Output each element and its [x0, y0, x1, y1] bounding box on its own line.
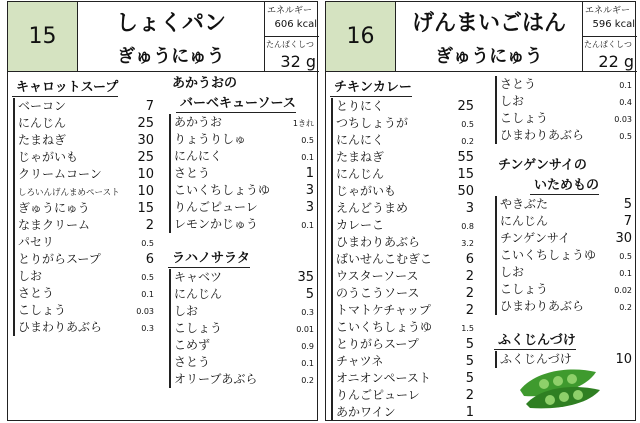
ingredient-qty: 0.8	[461, 222, 474, 231]
ingredient-list	[13, 98, 154, 336]
recipe-section	[494, 158, 632, 315]
ingredient-name: ひまわりあぶら	[18, 320, 103, 334]
ingredient-qty: 0.5	[141, 239, 154, 248]
ingredient-qty: 55	[457, 150, 474, 165]
ingredient-name: あかワイン	[336, 405, 396, 419]
ingredient-name: さとう	[174, 166, 211, 180]
section-title-line2: バーベキューソース	[176, 96, 296, 113]
ingredient-row	[15, 251, 154, 268]
ingredient-name: にんにく	[174, 149, 223, 163]
ingredient-row	[15, 200, 154, 217]
ingredient-list	[331, 98, 474, 421]
ingredient-name: こしょう	[500, 282, 549, 296]
ingredient-qty: 0.1	[301, 359, 314, 368]
ingredient-row	[497, 281, 632, 298]
nutrition-box	[582, 2, 637, 72]
ingredient-row	[333, 115, 474, 132]
ingredient-qty: 0.01	[296, 325, 314, 334]
ingredient-name: やきぶた	[500, 197, 549, 211]
ingredient-qty: 35	[297, 270, 314, 285]
ingredient-qty: 25	[457, 99, 474, 114]
ingredient-row	[15, 98, 154, 115]
ingredient-name: とりにく	[336, 99, 385, 113]
day-number: 15	[8, 2, 78, 72]
ingredient-qty: 3	[305, 200, 314, 215]
ingredient-qty: 15	[457, 167, 474, 182]
section-title: チンゲンサイの	[498, 158, 587, 173]
ingredient-name: えんどうまめ	[336, 201, 409, 215]
ingredient-row	[15, 115, 154, 132]
ingredient-row	[333, 183, 474, 200]
ingredient-name: キャベツ	[174, 270, 223, 284]
ingredient-row	[497, 298, 632, 315]
ingredient-name: りょうりしゅ	[174, 132, 247, 146]
section-title: あかうおの	[172, 76, 238, 91]
menu-titles	[396, 2, 582, 72]
ingredient-qty: 0.3	[141, 324, 154, 333]
ingredient-name: パセリ	[18, 235, 55, 249]
ingredient-qty: 0.5	[619, 252, 632, 261]
ingredient-qty: 30	[137, 133, 154, 148]
ingredient-name: クリームコーン	[18, 167, 102, 181]
ingredient-qty: 0.03	[614, 115, 632, 124]
ingredient-qty: 0.3	[301, 308, 314, 317]
ingredient-qty: 0.1	[619, 81, 632, 90]
ingredient-qty: 0.5	[141, 273, 154, 282]
ingredient-qty: 2	[145, 218, 154, 233]
energy-label: エネルギー	[585, 6, 631, 16]
ingredient-qty: 6	[465, 252, 474, 267]
ingredient-qty: 0.4	[619, 98, 632, 107]
ingredient-row	[171, 269, 314, 286]
energy-value: 606 kcal	[274, 19, 317, 30]
ingredient-qty: 1	[305, 166, 314, 181]
ingredient-row	[497, 127, 632, 144]
ingredient-name: ベーコン	[18, 99, 67, 113]
ingredient-name: ひまわりあぶら	[500, 299, 585, 313]
ingredient-qty: 0.1	[141, 290, 154, 299]
ingredient-name: たまねぎ	[336, 150, 385, 164]
ingredient-qty: 1きれ	[292, 119, 314, 128]
ingredient-qty: 2	[465, 269, 474, 284]
ingredient-qty: 0.2	[619, 303, 632, 312]
drink-title: ぎゅうにゅう	[435, 46, 543, 67]
protein-value: 32 g	[280, 52, 316, 71]
ingredient-qty: 0.5	[301, 136, 314, 145]
day-number: 16	[326, 2, 396, 72]
ingredient-qty: 5	[465, 337, 474, 352]
ingredient-name: りんごピューレ	[174, 200, 258, 214]
recipe-column	[12, 76, 154, 346]
ingredient-row	[333, 353, 474, 370]
ingredient-name: ばいせんこむぎこ	[336, 252, 433, 266]
ingredient-name: こいくちしょうゆ	[500, 248, 597, 262]
ingredient-row	[15, 149, 154, 166]
ingredient-name: チャツネ	[336, 354, 384, 368]
ingredient-name: ふくじんづけ	[500, 352, 572, 366]
ingredient-qty: 5	[465, 371, 474, 386]
ingredient-qty: 0.5	[619, 132, 632, 141]
ingredient-name: レモンかじゅう	[174, 217, 259, 231]
ingredient-name: こいくちしょうゆ	[336, 320, 433, 334]
ingredient-row	[333, 132, 474, 149]
ingredient-name: さとう	[500, 77, 537, 91]
energy-label: エネルギー	[267, 6, 313, 16]
ingredient-row	[171, 165, 314, 182]
ingredient-name: しろいんげんまめペースト	[18, 188, 120, 198]
ingredient-qty: 0.2	[461, 137, 474, 146]
ingredient-qty: 5	[623, 197, 632, 212]
ingredient-qty: 0.9	[301, 342, 314, 351]
ingredient-name: さとう	[18, 286, 55, 300]
recipe-section	[168, 247, 314, 388]
ingredient-row	[333, 200, 474, 217]
ingredient-row	[497, 247, 632, 264]
energy-value: 596 kcal	[592, 19, 635, 30]
ingredient-row	[333, 251, 474, 268]
ingredient-row	[333, 387, 474, 404]
ingredient-row	[15, 319, 154, 336]
ingredient-row	[171, 371, 314, 388]
protein-label: たんぱくしつ	[266, 40, 314, 49]
ingredient-list	[169, 269, 314, 388]
ingredient-row	[171, 337, 314, 354]
ingredient-name: のうこうソース	[336, 286, 420, 300]
ingredient-name: にんじん	[500, 214, 549, 228]
ingredient-row	[333, 285, 474, 302]
recipe-column	[330, 76, 474, 423]
ingredient-qty: 2	[465, 303, 474, 318]
ingredient-qty: 7	[145, 99, 154, 114]
ingredient-name: チンゲンサイ	[500, 231, 571, 245]
ingredient-qty: 5	[465, 354, 474, 369]
ingredient-row	[171, 303, 314, 320]
protein-label: たんぱくしつ	[584, 40, 632, 49]
ingredient-row	[15, 268, 154, 285]
ingredient-qty: 10	[137, 184, 154, 199]
ingredient-row	[497, 230, 632, 247]
ingredient-name: とりがらスープ	[18, 252, 101, 266]
ingredient-name: あかうお	[174, 115, 223, 129]
ingredient-qty: 25	[137, 150, 154, 165]
section-title: キャロットスープ	[12, 80, 118, 97]
ingredient-name: トマトケチャップ	[336, 303, 431, 317]
ingredient-name: しお	[500, 94, 525, 108]
menu-card-16	[325, 1, 636, 421]
ingredient-row	[171, 320, 314, 337]
ingredient-name: こいくちしょうゆ	[174, 183, 271, 197]
ingredient-qty: 1.5	[461, 324, 474, 333]
ingredient-row	[333, 234, 474, 251]
ingredient-row	[497, 264, 632, 281]
ingredient-qty: 7	[623, 214, 632, 229]
ingredient-row	[333, 98, 474, 115]
ingredient-qty: 1	[465, 405, 474, 420]
protein-value: 22 g	[598, 52, 634, 71]
ingredient-name: にんじん	[18, 116, 67, 130]
ingredient-row	[333, 336, 474, 353]
ingredient-qty: 0.1	[301, 221, 314, 230]
ingredient-qty: 0.1	[619, 269, 632, 278]
ingredient-name: こしょう	[174, 321, 223, 335]
ingredient-name: たまねぎ	[18, 133, 67, 147]
ingredient-row	[497, 76, 632, 93]
ingredient-row	[171, 131, 314, 148]
ingredient-list	[495, 76, 632, 144]
ingredient-name: こめず	[174, 338, 211, 352]
ingredient-name: にんにく	[336, 133, 385, 147]
ingredient-qty: 0.1	[301, 153, 314, 162]
ingredient-row	[497, 213, 632, 230]
ingredient-qty: 10	[615, 352, 632, 367]
ingredient-name: こしょう	[500, 111, 549, 125]
ingredient-name: じゃがいも	[336, 184, 397, 198]
ingredient-row	[497, 196, 632, 213]
ingredient-row	[171, 182, 314, 199]
ingredient-row	[15, 166, 154, 183]
staple-title: しょくパン	[115, 11, 226, 36]
ingredient-name: にんじん	[336, 167, 385, 181]
ingredient-list	[495, 196, 632, 315]
ingredient-row	[15, 285, 154, 302]
ingredient-qty: 25	[137, 116, 154, 131]
ingredient-row	[171, 114, 314, 131]
ingredient-name: ぎゅうにゅう	[18, 201, 90, 215]
recipe-section-continued	[494, 76, 632, 144]
ingredient-row	[171, 216, 314, 233]
ingredient-row	[333, 319, 474, 336]
ingredient-name: なまクリーム	[18, 218, 91, 232]
ingredient-name: とりがらスープ	[336, 337, 419, 351]
green-pea-pod-icon	[516, 360, 604, 412]
ingredient-name: さとう	[174, 355, 211, 369]
ingredient-row	[333, 149, 474, 166]
ingredient-row	[333, 217, 474, 234]
ingredient-name: ひまわりあぶら	[336, 235, 421, 249]
ingredient-row	[15, 132, 154, 149]
ingredient-qty: 3.2	[461, 239, 474, 248]
ingredient-qty: 0.02	[614, 286, 632, 295]
nutrition-box	[264, 2, 319, 72]
ingredient-row	[15, 217, 154, 234]
ingredient-row	[497, 110, 632, 127]
ingredient-qty: 0.03	[136, 307, 154, 316]
ingredient-qty: 0.5	[461, 120, 474, 129]
recipe-section	[12, 76, 154, 336]
ingredient-row	[333, 302, 474, 319]
section-title: ラハノサラタ	[168, 251, 250, 268]
ingredient-name: しお	[500, 265, 525, 279]
ingredient-row	[171, 148, 314, 165]
ingredient-qty: 6	[145, 252, 154, 267]
recipe-section	[330, 76, 474, 421]
divider	[265, 36, 319, 37]
ingredient-row	[15, 234, 154, 251]
ingredient-row	[333, 166, 474, 183]
ingredient-qty: 50	[457, 184, 474, 199]
ingredient-qty: 15	[137, 201, 154, 216]
section-title: チキンカレー	[330, 80, 412, 97]
ingredient-name: ひまわりあぶら	[500, 128, 585, 142]
ingredient-qty: 2	[465, 388, 474, 403]
recipe-column	[168, 76, 314, 398]
ingredient-name: ウスターソース	[336, 269, 419, 283]
staple-title: げんまいごはん	[411, 11, 566, 36]
ingredient-name: じゃがいも	[18, 150, 79, 164]
ingredient-row	[497, 93, 632, 110]
ingredient-name: カレーこ	[336, 218, 385, 232]
ingredient-row	[15, 302, 154, 319]
section-title-line2: いためもの	[530, 178, 599, 195]
ingredient-name: オリーブあぶら	[174, 372, 258, 386]
ingredient-name: しお	[18, 269, 43, 283]
ingredient-list	[169, 114, 314, 233]
ingredient-row	[15, 183, 154, 200]
ingredient-row	[333, 268, 474, 285]
ingredient-qty: 0.2	[301, 376, 314, 385]
menu-titles	[78, 2, 264, 72]
recipe-section	[168, 76, 314, 233]
ingredient-row	[333, 404, 474, 421]
recipe-body	[326, 72, 635, 420]
ingredient-row	[171, 354, 314, 371]
drink-title: ぎゅうにゅう	[117, 46, 225, 67]
ingredient-row	[171, 286, 314, 303]
ingredient-qty: 5	[305, 287, 314, 302]
ingredient-name: つちしょうが	[336, 116, 409, 130]
ingredient-qty: 3	[305, 183, 314, 198]
ingredient-row	[171, 199, 314, 216]
ingredient-name: こしょう	[18, 303, 67, 317]
section-title: ふくじんづけ	[494, 333, 576, 350]
ingredient-name: りんごピューレ	[336, 388, 420, 402]
ingredient-row	[333, 370, 474, 387]
ingredient-qty: 10	[137, 167, 154, 182]
ingredient-qty: 30	[615, 231, 632, 246]
ingredient-name: にんじん	[174, 287, 223, 301]
divider	[583, 36, 637, 37]
recipe-column	[494, 76, 632, 378]
ingredient-name: オニオンペースト	[336, 371, 431, 385]
recipe-body	[8, 72, 317, 420]
ingredient-qty: 3	[465, 201, 474, 216]
ingredient-name: しお	[174, 304, 199, 318]
menu-card-15	[7, 1, 318, 421]
ingredient-qty: 2	[465, 286, 474, 301]
